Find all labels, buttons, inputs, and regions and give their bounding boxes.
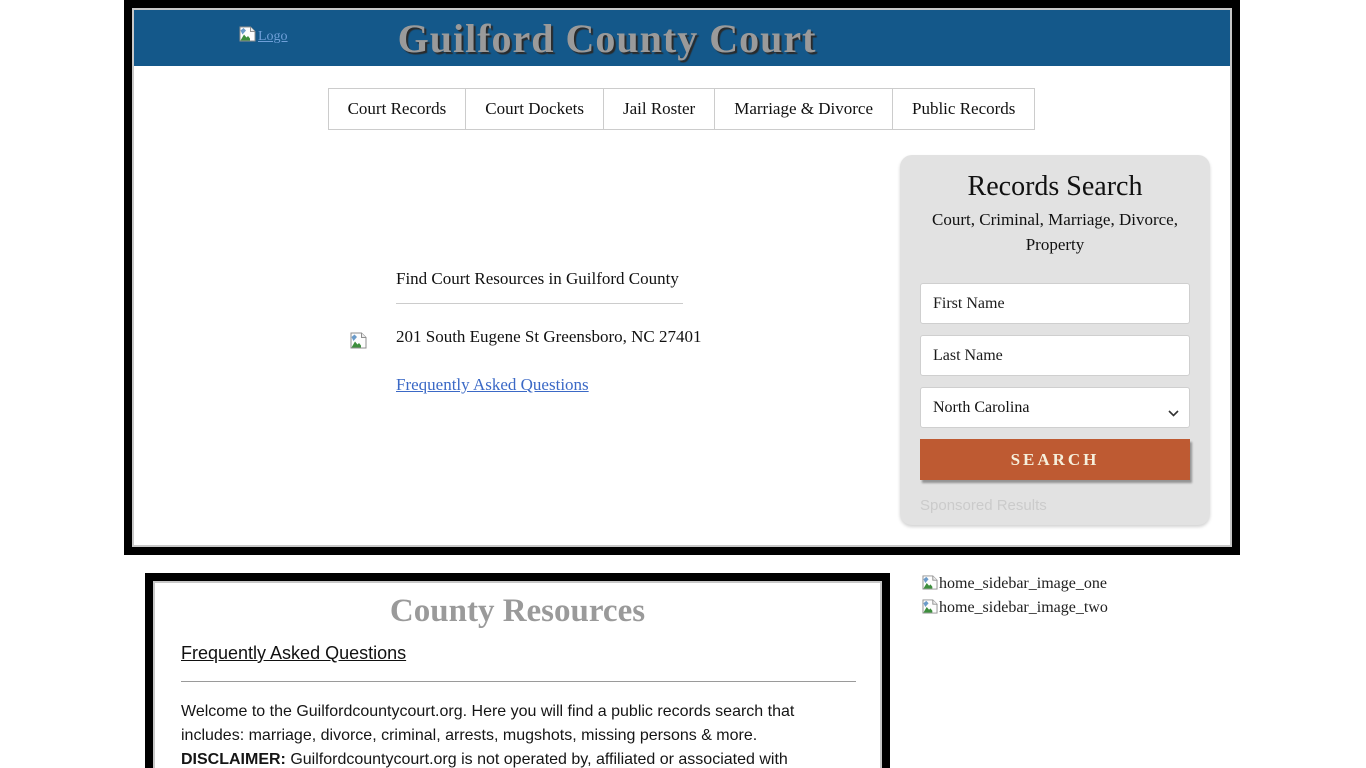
intro-text: Find Court Resources in Guilford County <box>396 269 679 288</box>
disclaimer-label: DISCLAIMER: <box>181 751 286 768</box>
faq-link[interactable]: Frequently Asked Questions <box>396 375 589 394</box>
sponsored-results-label: Sponsored Results <box>920 497 1047 515</box>
disclaimer-text: Guilfordcountycourt.org is not operated by, affiliated or associated with <box>285 751 788 768</box>
intro-divider <box>396 303 683 304</box>
home-sidebar-images <box>922 575 1108 623</box>
sidebar-image-one <box>922 575 1108 599</box>
logo-alt-text: Logo <box>258 28 288 44</box>
state-select[interactable] <box>920 387 1190 428</box>
main-site-panel-inner <box>132 8 1232 547</box>
first-name-input[interactable] <box>920 283 1190 324</box>
records-search-panel <box>900 155 1210 525</box>
welcome-text: Welcome to the Guilfordcountycourt.org. Here you will find a public records search that includes: marriage, divorce, criminal, arrests, mugshots, missing persons & more. <box>181 703 795 744</box>
broken-image-icon <box>922 575 938 595</box>
search-panel-title: Records Search <box>967 171 1143 202</box>
site-header <box>134 10 1230 66</box>
nav-item-jail-roster[interactable]: Jail Roster <box>603 88 715 130</box>
main-site-panel <box>124 0 1240 555</box>
county-resources-panel-inner <box>153 581 882 768</box>
sidebar-image-one-alt: home_sidebar_image_one <box>939 575 1107 592</box>
resources-divider <box>181 681 856 682</box>
main-nav <box>134 88 1230 130</box>
nav-item-public-records[interactable]: Public Records <box>892 88 1035 130</box>
last-name-input[interactable] <box>920 335 1190 376</box>
nav-item-court-records[interactable]: Court Records <box>328 88 467 130</box>
faq-link-resources[interactable]: Frequently Asked Questions <box>181 643 407 663</box>
search-panel-subtitle: Court, Criminal, Marriage, Divorce, Property <box>932 210 1178 254</box>
resources-text <box>181 700 856 768</box>
broken-image-icon <box>922 599 938 619</box>
broken-image-icon <box>350 332 367 354</box>
nav-item-court-dockets[interactable]: Court Dockets <box>465 88 604 130</box>
county-resources-title: County Resources <box>389 593 646 629</box>
page-title: Guilford County Court <box>397 16 817 61</box>
search-button[interactable]: SEARCH <box>920 439 1190 480</box>
state-select-wrap <box>920 387 1190 428</box>
courthouse-address: 201 South Eugene St Greensboro, NC 27401 <box>396 327 702 346</box>
sidebar-image-two-alt: home_sidebar_image_two <box>939 599 1108 616</box>
sidebar-image-two <box>922 599 1108 623</box>
county-resources-panel <box>145 573 890 768</box>
nav-item-marriage-divorce[interactable]: Marriage & Divorce <box>714 88 893 130</box>
